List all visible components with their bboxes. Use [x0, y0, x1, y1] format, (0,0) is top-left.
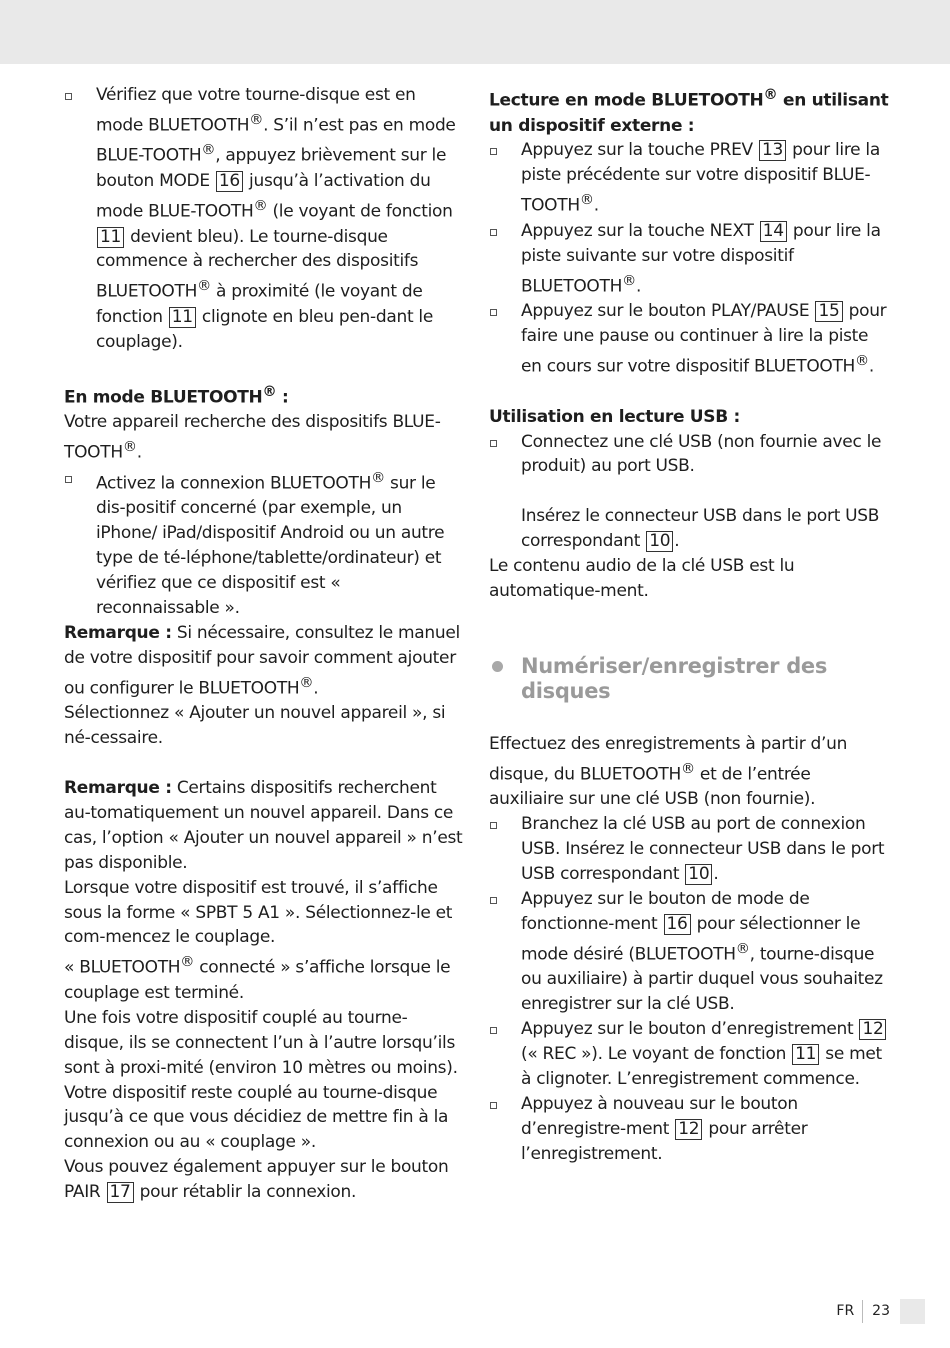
heading-usb: Utilisation en lecture USB : [489, 406, 741, 427]
paragraph-connected: « BLUETOOTH® connecté » s’affiche lorsque le couplage est terminé. [64, 954, 451, 1003]
heading-external-device: Lecture en mode BLUETOOTH® en utilisant un dispositif externe : [489, 87, 889, 136]
right-column [489, 83, 889, 1167]
bullet-play-pause: Appuyez sur le bouton PLAY/PAUSE 15 pour faire une pause ou continuer à lire la piste en cours sur votre dispositif BLUETOOTH®. [489, 299, 889, 379]
bullet-prev: Appuyez sur la touche PREV 13 pour lire la piste précédente sur votre dispositif BLUE-TOOTH®. [489, 138, 889, 218]
heading-bluetooth-mode: En mode BLUETOOTH® : [64, 383, 289, 408]
paragraph-pair: Vous pouvez également appuyer sur le bouton PAIR 17 pour rétablir la connexion. [64, 1157, 449, 1203]
paragraph-found: Lorsque votre dispositif est trouvé, il s’affiche sous la forme « SPBT 5 A1 ». Sélectionnez-le et com-mencez le couplage. [64, 877, 453, 948]
bullet-mode: Appuyez sur le bouton de mode de fonctionne-ment 16 pour sélectionner le mode désiré (BLUETOOTH®, tourne-disque ou auxiliaire) à partir duquel vous souhaitez enregistrer sur la clé USB. [489, 887, 889, 1017]
key-16: 16 [664, 914, 691, 935]
language-code: FR [836, 1300, 863, 1323]
key-11: 11 [792, 1044, 819, 1065]
paragraph-insert-usb: Insérez le connecteur USB dans le port USB correspondant 10 . [521, 506, 880, 552]
section-title: Numériser/enregistrer des disques [489, 654, 889, 704]
left-column [64, 83, 464, 1205]
top-band [0, 0, 950, 64]
paragraph-auto-play: Le contenu audio de la clé USB est lu automatique-ment. [489, 556, 795, 602]
key-15: 15 [815, 301, 842, 322]
key-11: 11 [169, 307, 196, 328]
key-11: 11 [97, 227, 124, 248]
key-10: 10 [646, 531, 673, 552]
page-footer [836, 1300, 925, 1323]
paragraph-recording-intro: Effectuez des enregistrements à partir d’un disque, du BLUETOOTH® et de l’entrée auxiliaire sur une clé USB (non fournie). [489, 733, 848, 810]
key-10: 10 [685, 864, 712, 885]
note-2: Remarque : Certains dispositifs recherchent au-tomatiquement un nouvel appareil. Dans ce cas, l’option « Ajouter un nouvel appareil » n’est pas disponible. [64, 778, 463, 873]
footer-tab [900, 1299, 925, 1324]
key-12: 12 [675, 1119, 702, 1140]
key-17: 17 [107, 1182, 134, 1203]
paragraph-proximity: Une fois votre dispositif couplé au tourne-disque, ils se connectent l’un à l’autre lorsqu’ils sont à proxi-mité (environ 10 mètres ou moins). [64, 1007, 458, 1078]
bullet-check-mode: Vérifiez que votre tourne-disque est en mode BLUETOOTH®. S’il n’est pas en mode BLUE-TOOTH®, appuyez brièvement sur le bouton MODE 16 jusqu’à l’activation du mode BLUE-TOOTH® (le voyant de fonction 11 devient bleu). Le tourne-disque commence à rechercher des dispositifs BLUETOOTH® à proximité (le voyant de fonction 11 clignote en bleu pen-dant le couplage). [64, 83, 464, 355]
bullet-record: Appuyez sur le bouton d’enregistrement 12 (« REC »). Le voyant de fonction 11 se met à clignoter. L’enregistrement commence. [489, 1017, 889, 1092]
note-1: Remarque : Si nécessaire, consultez le manuel de votre dispositif pour savoir comment ajouter ou configurer le BLUETOOTH®. [64, 622, 460, 699]
page-number: 23 [872, 1303, 890, 1319]
bullet-stop-record: Appuyez à nouveau sur le bouton d’enregistre-ment 12 pour arrêter l’enregistrement. [489, 1092, 889, 1167]
bullet-plug-usb: Branchez la clé USB au port de connexion USB. Insérez le connecteur USB dans le port USB correspondant 10 . [489, 812, 889, 887]
bullet-connect-usb: Connectez une clé USB (non fournie avec le produit) au port USB. [489, 430, 889, 480]
bullet-next: Appuyez sur la touche NEXT 14 pour lire la piste suivante sur votre dispositif BLUETOOTH®. [489, 219, 889, 299]
key-13: 13 [759, 140, 786, 161]
key-12: 12 [859, 1019, 886, 1040]
paragraph-search: Votre appareil recherche des dispositifs BLUE-TOOTH®. [64, 412, 441, 463]
paragraph-select: Sélectionnez « Ajouter un nouvel appareil », si né-cessaire. [64, 703, 446, 749]
paragraph-paired: Votre dispositif reste couplé au tourne-disque jusqu’à ce que vous décidiez de mettre fin à la connexion ou au « couplage ». [64, 1082, 449, 1153]
key-16: 16 [216, 171, 243, 192]
key-14: 14 [760, 221, 787, 242]
bullet-activate: Activez la connexion BLUETOOTH® sur le dis-positif concerné (par exemple, un iPhone/ iPad/dispositif Android ou un autre type de té-léphone/tablette/ordinateur) et vérifiez que ce dispositif est « reconnaissable ». [64, 466, 464, 621]
